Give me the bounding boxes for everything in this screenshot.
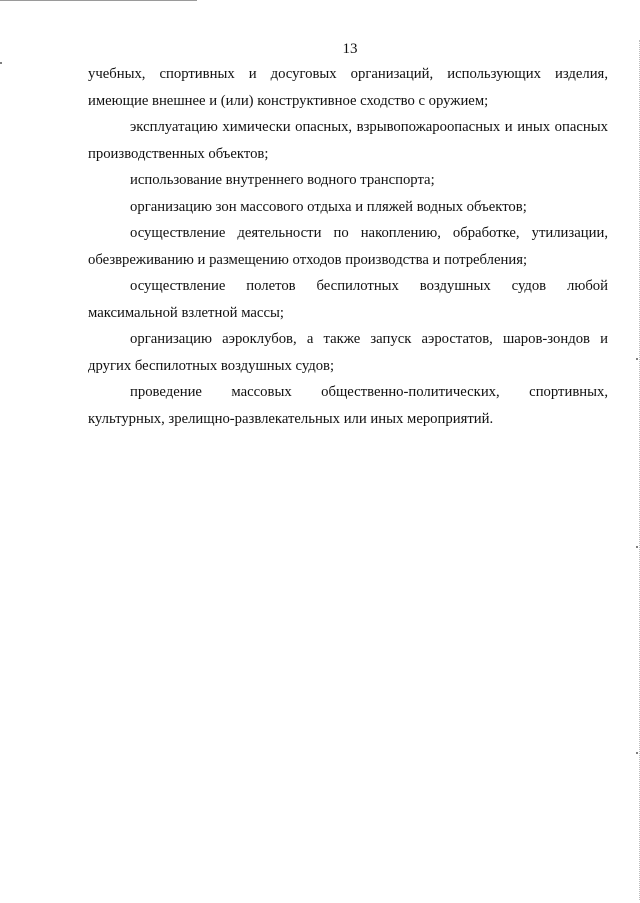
paragraph-educational-organizations: учебных, спортивных и досуговых организаций, использующих изделия, имеющие внешнее и (или) конструктивное сходство с оружием;: [88, 66, 608, 109]
scan-dot: [636, 546, 638, 548]
scan-edge-line: [0, 0, 197, 1]
page-number: 13: [342, 41, 358, 57]
document-body: [88, 61, 608, 432]
scan-dot: [636, 358, 638, 360]
scan-dot: [0, 62, 2, 64]
paragraph-drone-flights: осуществление полетов беспилотных воздушных судов любой максимальной взлетной массы;: [88, 278, 608, 321]
paragraph-recreation-zones: организацию зон массового отдыха и пляжей водных объектов;: [130, 198, 527, 215]
paragraph-inland-water-transport: использование внутреннего водного транспорта;: [130, 172, 435, 188]
paragraph-aeroclubs: организацию аэроклубов, а также запуск аэростатов, шаров-зондов и других беспилотных воздушных судов;: [88, 331, 608, 374]
paragraph-hazardous-facilities: эксплуатацию химически опасных, взрывопожароопасных и иных опасных производственных объектов;: [88, 119, 608, 162]
paragraph-waste-management: осуществление деятельности по накоплению, обработке, утилизации, обезвреживанию и размещению отходов производства и потребления;: [88, 225, 608, 268]
scan-dot: [636, 752, 638, 754]
paragraph-mass-events: проведение массовых общественно-политических, спортивных, культурных, зрелищно-развлекательных или иных мероприятий.: [88, 384, 608, 427]
